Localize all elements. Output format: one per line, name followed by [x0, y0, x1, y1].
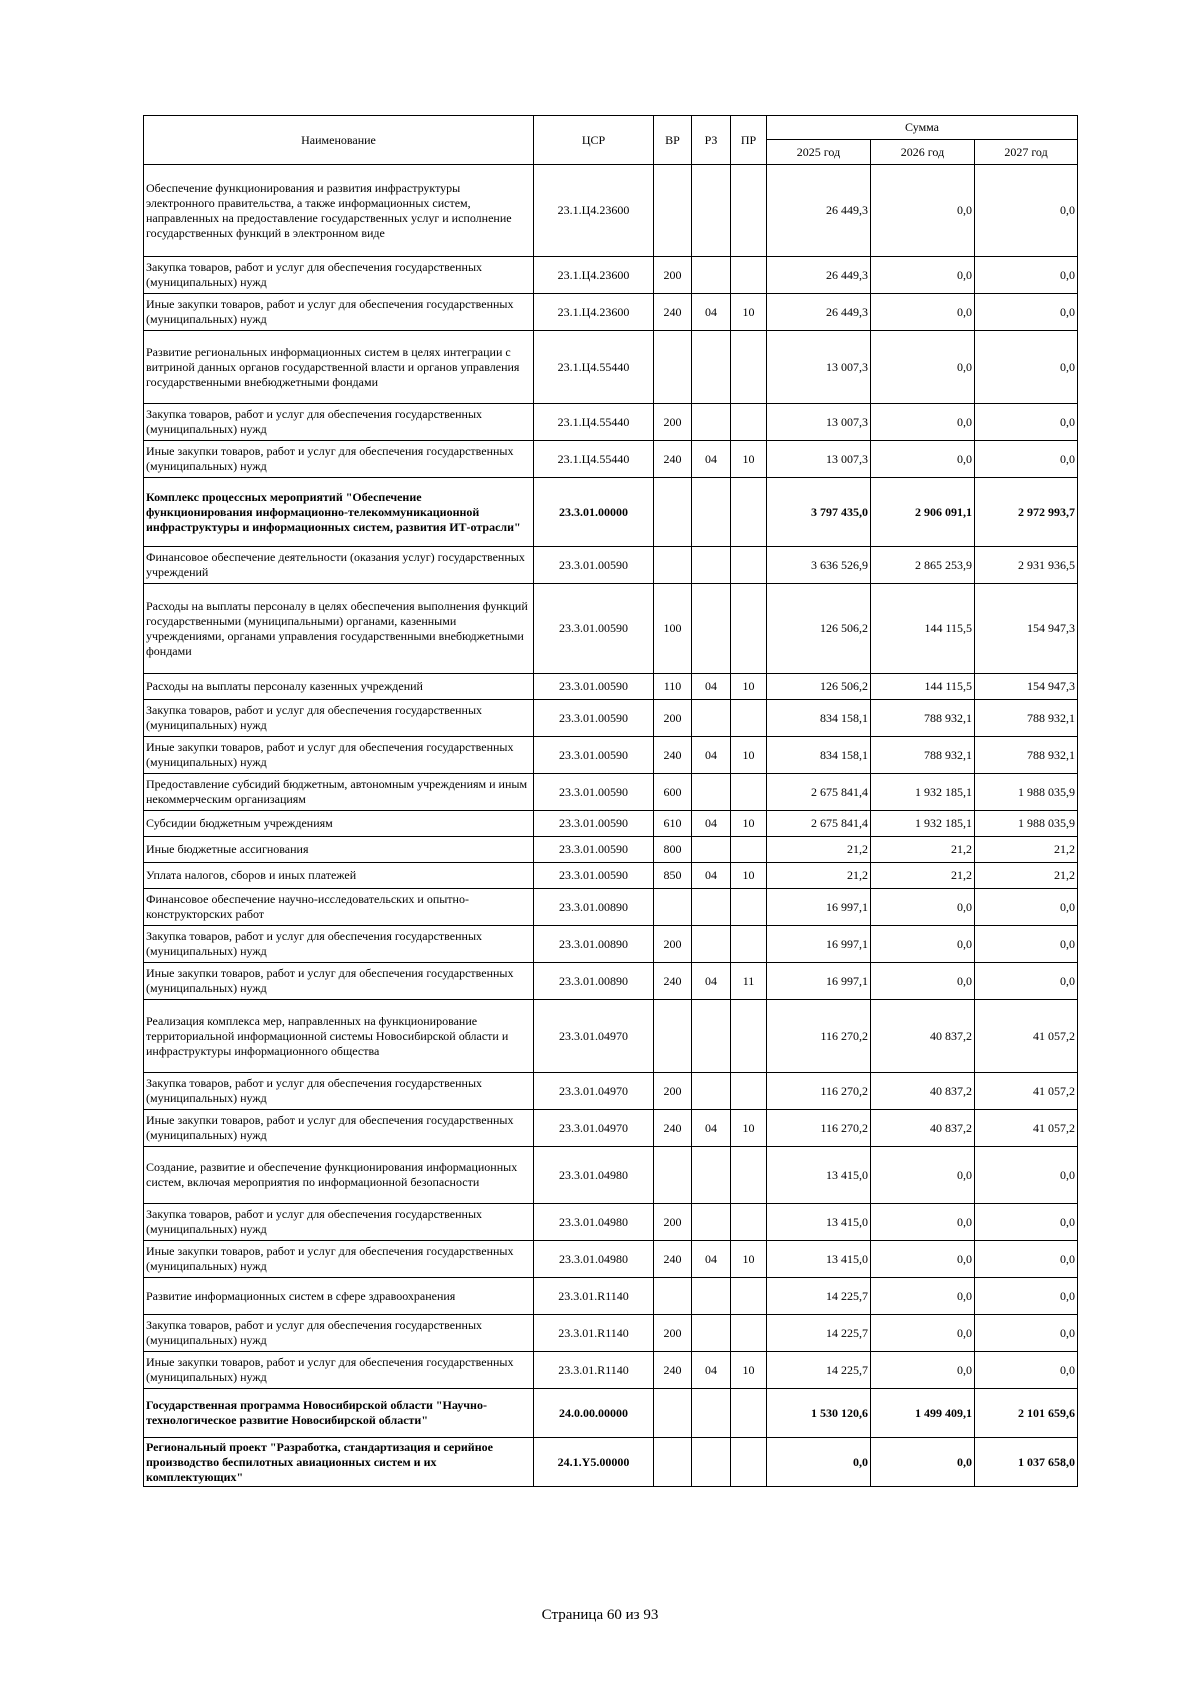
row-sum-2027: 0,0	[975, 889, 1078, 926]
row-sum-2025: 0,0	[767, 1438, 871, 1487]
row-sum-2027: 0,0	[975, 1315, 1078, 1352]
row-sum-2025: 2 675 841,4	[767, 811, 871, 837]
row-name: Финансовое обеспечение деятельности (оказания услуг) государственных учреждений	[144, 547, 534, 584]
row-rz: 04	[692, 294, 731, 331]
row-csr: 23.3.01.00890	[534, 963, 654, 1000]
row-sum-2026: 0,0	[871, 1352, 975, 1389]
row-rz	[692, 1315, 731, 1352]
row-rz	[692, 1278, 731, 1315]
row-sum-2025: 16 997,1	[767, 963, 871, 1000]
row-sum-2027: 2 931 936,5	[975, 547, 1078, 584]
row-csr: 23.3.01.04980	[534, 1241, 654, 1278]
row-pr: 10	[731, 1241, 767, 1278]
table-row	[144, 547, 1078, 584]
table-body	[144, 165, 1078, 1487]
row-name: Комплекс процессных мероприятий "Обеспечение функционирования информационно-телекоммуникационной инфраструктуры и информационных систем, развития ИТ-отрасли"	[144, 478, 534, 547]
row-pr: 10	[731, 294, 767, 331]
row-sum-2027: 0,0	[975, 1241, 1078, 1278]
row-vr: 200	[654, 257, 692, 294]
row-sum-2025: 1 530 120,6	[767, 1389, 871, 1438]
table-header	[144, 116, 1078, 165]
table-row	[144, 1110, 1078, 1147]
row-csr: 23.3.01.00590	[534, 547, 654, 584]
row-name: Иные закупки товаров, работ и услуг для обеспечения государственных (муниципальных) нужд	[144, 441, 534, 478]
table-row	[144, 1000, 1078, 1073]
row-csr: 23.1.Ц4.55440	[534, 404, 654, 441]
row-sum-2026: 40 837,2	[871, 1110, 975, 1147]
row-sum-2027: 41 057,2	[975, 1073, 1078, 1110]
row-sum-2026: 0,0	[871, 1204, 975, 1241]
row-sum-2027: 0,0	[975, 404, 1078, 441]
row-sum-2027: 0,0	[975, 1204, 1078, 1241]
row-csr: 23.3.01.04970	[534, 1110, 654, 1147]
table-row	[144, 700, 1078, 737]
row-sum-2025: 2 675 841,4	[767, 774, 871, 811]
table-row	[144, 1438, 1078, 1487]
row-csr: 23.3.01.04980	[534, 1204, 654, 1241]
row-sum-2026: 788 932,1	[871, 737, 975, 774]
row-csr: 23.1.Ц4.55440	[534, 441, 654, 478]
row-sum-2026: 0,0	[871, 1278, 975, 1315]
row-rz	[692, 584, 731, 674]
row-sum-2026: 2 906 091,1	[871, 478, 975, 547]
row-name: Закупка товаров, работ и услуг для обеспечения государственных (муниципальных) нужд	[144, 1315, 534, 1352]
row-rz	[692, 404, 731, 441]
row-name: Закупка товаров, работ и услуг для обеспечения государственных (муниципальных) нужд	[144, 404, 534, 441]
row-pr	[731, 700, 767, 737]
row-pr	[731, 926, 767, 963]
table-row	[144, 737, 1078, 774]
row-sum-2025: 14 225,7	[767, 1352, 871, 1389]
row-sum-2027: 154 947,3	[975, 674, 1078, 700]
row-csr: 23.3.01.00590	[534, 674, 654, 700]
row-sum-2027: 1 988 035,9	[975, 774, 1078, 811]
row-sum-2025: 3 636 526,9	[767, 547, 871, 584]
row-sum-2027: 0,0	[975, 257, 1078, 294]
row-csr: 23.3.01.R1140	[534, 1352, 654, 1389]
row-name: Расходы на выплаты персоналу в целях обеспечения выполнения функций государственными (муниципальными) органами, казенными учреждениями, органами управления государственными внебюджетными фондами	[144, 584, 534, 674]
row-sum-2026: 788 932,1	[871, 700, 975, 737]
row-name: Иные закупки товаров, работ и услуг для обеспечения государственных (муниципальных) нужд	[144, 1110, 534, 1147]
row-name: Расходы на выплаты персоналу казенных учреждений	[144, 674, 534, 700]
row-pr	[731, 404, 767, 441]
table-row	[144, 926, 1078, 963]
row-pr	[731, 257, 767, 294]
row-rz: 04	[692, 963, 731, 1000]
row-name: Иные закупки товаров, работ и услуг для обеспечения государственных (муниципальных) нужд	[144, 1241, 534, 1278]
row-name: Иные бюджетные ассигнования	[144, 837, 534, 863]
row-sum-2025: 16 997,1	[767, 889, 871, 926]
row-csr: 23.1.Ц4.23600	[534, 294, 654, 331]
row-sum-2026: 0,0	[871, 441, 975, 478]
row-csr: 23.3.01.00590	[534, 837, 654, 863]
row-csr: 23.3.01.00590	[534, 700, 654, 737]
table-row	[144, 331, 1078, 404]
row-rz	[692, 837, 731, 863]
row-rz: 04	[692, 863, 731, 889]
row-sum-2027: 0,0	[975, 165, 1078, 257]
row-name: Развитие информационных систем в сфере здравоохранения	[144, 1278, 534, 1315]
row-sum-2025: 3 797 435,0	[767, 478, 871, 547]
row-csr: 23.3.01.00590	[534, 737, 654, 774]
row-rz: 04	[692, 674, 731, 700]
table-row	[144, 441, 1078, 478]
table-row	[144, 1204, 1078, 1241]
table-row	[144, 165, 1078, 257]
row-rz: 04	[692, 1110, 731, 1147]
row-vr: 240	[654, 737, 692, 774]
row-pr	[731, 1000, 767, 1073]
table-row	[144, 294, 1078, 331]
row-sum-2027: 2 972 993,7	[975, 478, 1078, 547]
row-sum-2026: 0,0	[871, 1241, 975, 1278]
budget-table	[143, 115, 1078, 1487]
row-rz	[692, 478, 731, 547]
header-name: Наименование	[144, 116, 534, 165]
row-vr	[654, 1147, 692, 1204]
row-name: Обеспечение функционирования и развития инфраструктуры электронного правительства, а также информационных систем, направленных на предоставление государственных услуг и исполнение государственных функций в электронном виде	[144, 165, 534, 257]
row-name: Финансовое обеспечение научно-исследовательских и опытно-конструкторских работ	[144, 889, 534, 926]
row-csr: 23.3.01.00590	[534, 584, 654, 674]
row-vr	[654, 331, 692, 404]
table-row	[144, 674, 1078, 700]
row-vr	[654, 1278, 692, 1315]
row-sum-2025: 13 007,3	[767, 331, 871, 404]
table-row	[144, 811, 1078, 837]
row-sum-2027: 1 037 658,0	[975, 1438, 1078, 1487]
row-sum-2027: 41 057,2	[975, 1110, 1078, 1147]
row-rz	[692, 165, 731, 257]
row-sum-2025: 26 449,3	[767, 257, 871, 294]
row-vr: 100	[654, 584, 692, 674]
row-rz	[692, 257, 731, 294]
row-vr: 200	[654, 1073, 692, 1110]
row-csr: 23.3.01.00890	[534, 926, 654, 963]
row-pr	[731, 837, 767, 863]
table-row	[144, 584, 1078, 674]
table-row	[144, 837, 1078, 863]
row-csr: 24.1.Y5.00000	[534, 1438, 654, 1487]
row-sum-2027: 0,0	[975, 331, 1078, 404]
row-sum-2025: 16 997,1	[767, 926, 871, 963]
row-pr: 11	[731, 963, 767, 1000]
row-pr	[731, 1389, 767, 1438]
row-sum-2026: 1 499 409,1	[871, 1389, 975, 1438]
row-sum-2026: 1 932 185,1	[871, 811, 975, 837]
table-row	[144, 1278, 1078, 1315]
table-row	[144, 1389, 1078, 1438]
row-sum-2027: 0,0	[975, 441, 1078, 478]
row-sum-2026: 40 837,2	[871, 1073, 975, 1110]
header-csr: ЦСР	[534, 116, 654, 165]
row-rz	[692, 1438, 731, 1487]
row-csr: 23.3.01.00590	[534, 774, 654, 811]
row-sum-2025: 126 506,2	[767, 584, 871, 674]
row-pr	[731, 774, 767, 811]
row-sum-2025: 834 158,1	[767, 737, 871, 774]
row-rz: 04	[692, 1241, 731, 1278]
header-year-2025: 2025 год	[767, 140, 871, 165]
row-csr: 24.0.00.00000	[534, 1389, 654, 1438]
row-vr: 200	[654, 926, 692, 963]
row-vr	[654, 889, 692, 926]
row-rz	[692, 1389, 731, 1438]
row-sum-2025: 13 007,3	[767, 404, 871, 441]
row-name: Субсидии бюджетным учреждениям	[144, 811, 534, 837]
row-name: Иные закупки товаров, работ и услуг для обеспечения государственных (муниципальных) нужд	[144, 737, 534, 774]
row-sum-2026: 21,2	[871, 863, 975, 889]
row-name: Создание, развитие и обеспечение функционирования информационных систем, включая мероприятия по информационной безопасности	[144, 1147, 534, 1204]
row-rz	[692, 889, 731, 926]
page-number: Страница 60 из 93	[541, 1607, 659, 1623]
row-vr: 240	[654, 1241, 692, 1278]
row-sum-2027: 0,0	[975, 963, 1078, 1000]
row-pr	[731, 889, 767, 926]
row-name: Иные закупки товаров, работ и услуг для обеспечения государственных (муниципальных) нужд	[144, 1352, 534, 1389]
table-row	[144, 774, 1078, 811]
row-csr: 23.3.01.04970	[534, 1073, 654, 1110]
row-sum-2025: 126 506,2	[767, 674, 871, 700]
table-row	[144, 1147, 1078, 1204]
row-sum-2025: 21,2	[767, 863, 871, 889]
row-name: Региональный проект "Разработка, стандартизация и серийное производство беспилотных авиационных систем и их комплектующих"	[144, 1438, 534, 1487]
row-vr: 240	[654, 963, 692, 1000]
row-sum-2027: 1 988 035,9	[975, 811, 1078, 837]
row-sum-2025: 21,2	[767, 837, 871, 863]
row-name: Закупка товаров, работ и услуг для обеспечения государственных (муниципальных) нужд	[144, 700, 534, 737]
row-rz	[692, 774, 731, 811]
row-vr	[654, 478, 692, 547]
row-sum-2026: 144 115,5	[871, 674, 975, 700]
row-vr: 850	[654, 863, 692, 889]
row-sum-2026: 0,0	[871, 257, 975, 294]
row-name: Государственная программа Новосибирской области "Научно-технологическое развитие Новосибирской области"	[144, 1389, 534, 1438]
row-name: Закупка товаров, работ и услуг для обеспечения государственных (муниципальных) нужд	[144, 1073, 534, 1110]
table-row	[144, 478, 1078, 547]
row-rz	[692, 1147, 731, 1204]
row-vr: 600	[654, 774, 692, 811]
row-vr: 610	[654, 811, 692, 837]
row-pr: 10	[731, 441, 767, 478]
row-name: Реализация комплекса мер, направленных на функционирование территориальной информационной системы Новосибирской области и инфраструктуры информационного общества	[144, 1000, 534, 1073]
table-row	[144, 1315, 1078, 1352]
row-rz	[692, 1073, 731, 1110]
row-pr	[731, 1315, 767, 1352]
row-pr	[731, 478, 767, 547]
row-pr	[731, 331, 767, 404]
row-sum-2027: 788 932,1	[975, 700, 1078, 737]
row-pr: 10	[731, 811, 767, 837]
table-row	[144, 963, 1078, 1000]
row-csr: 23.3.01.00590	[534, 863, 654, 889]
row-name: Развитие региональных информационных систем в целях интеграции с витриной данных органов государственной власти и органов управления государственными внебюджетными фондами	[144, 331, 534, 404]
row-rz: 04	[692, 737, 731, 774]
row-pr	[731, 547, 767, 584]
row-rz: 04	[692, 1352, 731, 1389]
row-csr: 23.3.01.R1140	[534, 1315, 654, 1352]
row-rz	[692, 926, 731, 963]
row-sum-2026: 0,0	[871, 404, 975, 441]
row-sum-2027: 0,0	[975, 1278, 1078, 1315]
row-sum-2027: 788 932,1	[975, 737, 1078, 774]
row-vr	[654, 547, 692, 584]
row-pr: 10	[731, 863, 767, 889]
row-sum-2026: 0,0	[871, 294, 975, 331]
row-vr	[654, 165, 692, 257]
row-sum-2026: 0,0	[871, 963, 975, 1000]
row-rz	[692, 331, 731, 404]
row-sum-2027: 154 947,3	[975, 584, 1078, 674]
row-rz	[692, 700, 731, 737]
row-rz	[692, 1204, 731, 1241]
row-name: Закупка товаров, работ и услуг для обеспечения государственных (муниципальных) нужд	[144, 926, 534, 963]
row-pr	[731, 1278, 767, 1315]
row-rz: 04	[692, 441, 731, 478]
row-pr	[731, 584, 767, 674]
row-name: Иные закупки товаров, работ и услуг для обеспечения государственных (муниципальных) нужд	[144, 963, 534, 1000]
row-name: Закупка товаров, работ и услуг для обеспечения государственных (муниципальных) нужд	[144, 1204, 534, 1241]
row-sum-2025: 13 415,0	[767, 1204, 871, 1241]
row-name: Иные закупки товаров, работ и услуг для обеспечения государственных (муниципальных) нужд	[144, 294, 534, 331]
header-pr: ПР	[731, 116, 767, 165]
row-sum-2025: 116 270,2	[767, 1110, 871, 1147]
row-pr	[731, 1438, 767, 1487]
row-sum-2026: 144 115,5	[871, 584, 975, 674]
row-sum-2026: 21,2	[871, 837, 975, 863]
row-sum-2027: 2 101 659,6	[975, 1389, 1078, 1438]
row-sum-2027: 0,0	[975, 926, 1078, 963]
row-rz	[692, 547, 731, 584]
row-sum-2025: 26 449,3	[767, 294, 871, 331]
table-row	[144, 889, 1078, 926]
row-sum-2026: 0,0	[871, 1315, 975, 1352]
row-name: Предоставление субсидий бюджетным, автономным учреждениям и иным некоммерческим организациям	[144, 774, 534, 811]
table-row	[144, 863, 1078, 889]
row-sum-2026: 0,0	[871, 1147, 975, 1204]
row-pr	[731, 165, 767, 257]
row-name: Уплата налогов, сборов и иных платежей	[144, 863, 534, 889]
row-vr: 240	[654, 441, 692, 478]
header-vr: ВР	[654, 116, 692, 165]
row-sum-2027: 41 057,2	[975, 1000, 1078, 1073]
row-rz	[692, 1000, 731, 1073]
row-vr: 240	[654, 294, 692, 331]
row-csr: 23.3.01.R1140	[534, 1278, 654, 1315]
row-sum-2025: 116 270,2	[767, 1073, 871, 1110]
row-csr: 23.1.Ц4.23600	[534, 257, 654, 294]
header-sum: Сумма	[767, 116, 1078, 140]
table-row	[144, 1352, 1078, 1389]
row-sum-2025: 14 225,7	[767, 1315, 871, 1352]
row-sum-2026: 1 932 185,1	[871, 774, 975, 811]
row-vr: 200	[654, 1315, 692, 1352]
row-sum-2027: 21,2	[975, 837, 1078, 863]
row-sum-2026: 40 837,2	[871, 1000, 975, 1073]
row-sum-2025: 14 225,7	[767, 1278, 871, 1315]
row-sum-2025: 116 270,2	[767, 1000, 871, 1073]
row-vr	[654, 1389, 692, 1438]
row-vr: 200	[654, 700, 692, 737]
row-sum-2027: 21,2	[975, 863, 1078, 889]
row-rz: 04	[692, 811, 731, 837]
row-csr: 23.3.01.04970	[534, 1000, 654, 1073]
row-sum-2026: 0,0	[871, 889, 975, 926]
row-csr: 23.1.Ц4.23600	[534, 165, 654, 257]
row-sum-2025: 13 007,3	[767, 441, 871, 478]
row-sum-2027: 0,0	[975, 294, 1078, 331]
row-pr: 10	[731, 737, 767, 774]
row-sum-2027: 0,0	[975, 1352, 1078, 1389]
row-sum-2025: 26 449,3	[767, 165, 871, 257]
row-pr: 10	[731, 1352, 767, 1389]
row-vr: 240	[654, 1110, 692, 1147]
row-csr: 23.3.01.04980	[534, 1147, 654, 1204]
row-csr: 23.3.01.00590	[534, 811, 654, 837]
row-csr: 23.1.Ц4.55440	[534, 331, 654, 404]
row-vr: 200	[654, 404, 692, 441]
table-row	[144, 1241, 1078, 1278]
row-sum-2025: 834 158,1	[767, 700, 871, 737]
row-pr	[731, 1073, 767, 1110]
row-vr	[654, 1438, 692, 1487]
row-vr: 110	[654, 674, 692, 700]
row-name: Закупка товаров, работ и услуг для обеспечения государственных (муниципальных) нужд	[144, 257, 534, 294]
row-vr: 800	[654, 837, 692, 863]
row-sum-2026: 0,0	[871, 331, 975, 404]
row-csr: 23.3.01.00000	[534, 478, 654, 547]
row-pr	[731, 1147, 767, 1204]
header-year-2026: 2026 год	[871, 140, 975, 165]
row-vr: 200	[654, 1204, 692, 1241]
row-sum-2025: 13 415,0	[767, 1241, 871, 1278]
table-row	[144, 257, 1078, 294]
row-vr: 240	[654, 1352, 692, 1389]
row-sum-2026: 0,0	[871, 165, 975, 257]
row-sum-2026: 2 865 253,9	[871, 547, 975, 584]
row-sum-2026: 0,0	[871, 1438, 975, 1487]
row-pr	[731, 1204, 767, 1241]
row-vr	[654, 1000, 692, 1073]
table-row	[144, 1073, 1078, 1110]
row-sum-2026: 0,0	[871, 926, 975, 963]
header-year-2027: 2027 год	[975, 140, 1078, 165]
table-row	[144, 404, 1078, 441]
row-sum-2025: 13 415,0	[767, 1147, 871, 1204]
header-rz: РЗ	[692, 116, 731, 165]
row-pr: 10	[731, 1110, 767, 1147]
row-pr: 10	[731, 674, 767, 700]
row-csr: 23.3.01.00890	[534, 889, 654, 926]
row-sum-2027: 0,0	[975, 1147, 1078, 1204]
